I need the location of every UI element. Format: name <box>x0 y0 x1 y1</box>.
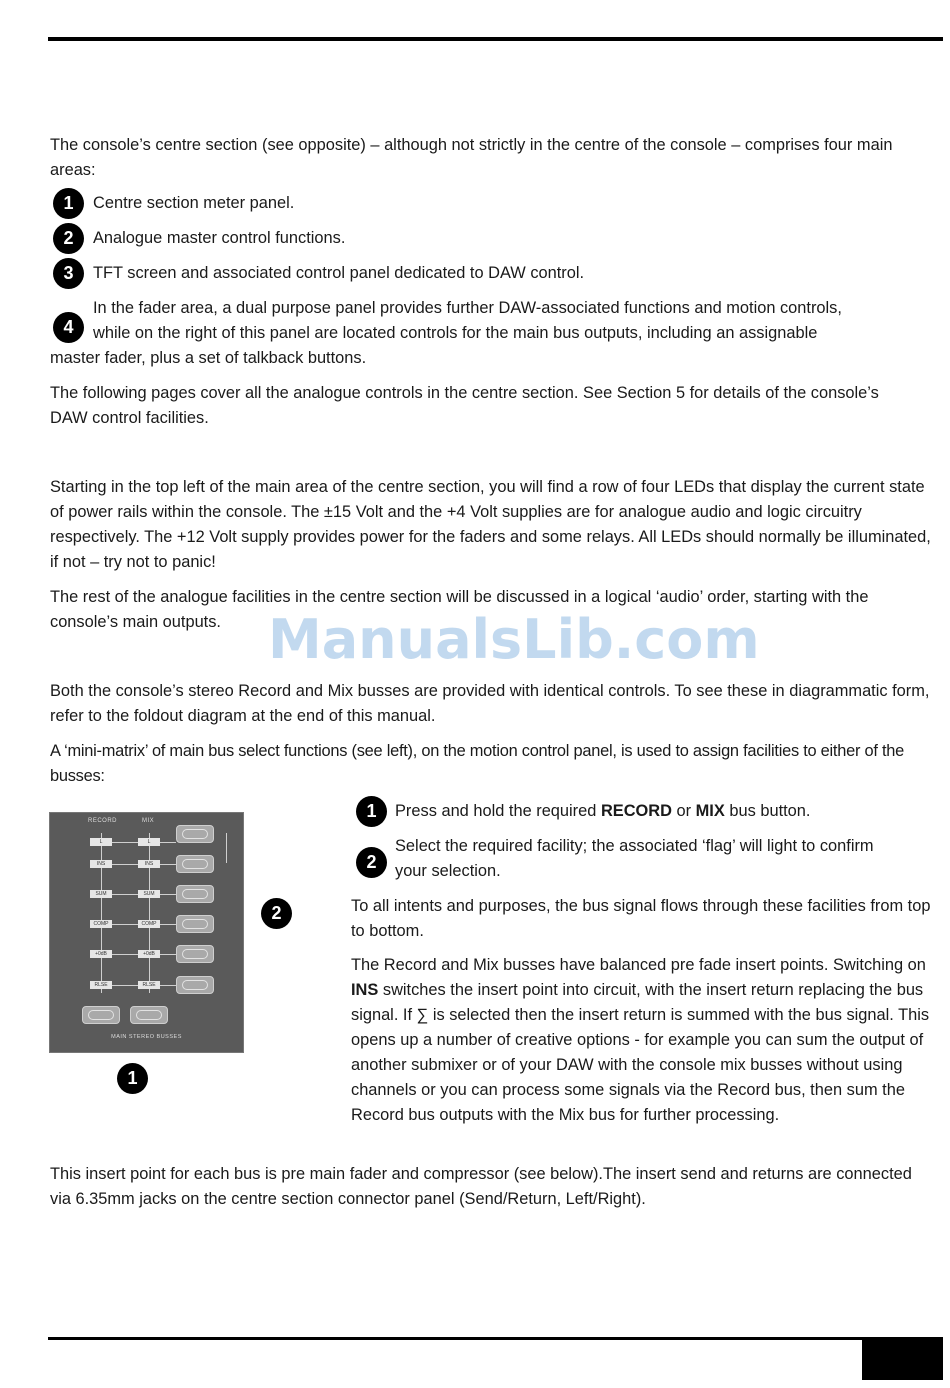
step-text-part: bus button. <box>724 802 811 820</box>
flag-button <box>176 945 214 963</box>
connector-line <box>112 894 138 895</box>
connector-line <box>112 954 138 955</box>
item-number-badge: 3 <box>53 258 84 289</box>
insert-paragraph <box>351 953 941 1128</box>
flag-button <box>176 885 214 903</box>
power-paragraph: Starting in the top left of the main area of the centre section, you will find a row of four LEDs that display the current state of power rails within the console. The ±15 Volt and the +4 Volt supplies are for analogue audio and logic circuitry respectively. The +12 Volt supply provides power for the faders and some relays. All LEDs should normally be illuminated, if not – try not to panic! <box>50 478 931 571</box>
flag-button <box>176 855 214 873</box>
record-key: RLSE <box>90 981 112 989</box>
step-text-part: Press and hold the required <box>395 802 601 820</box>
connector-line <box>226 833 227 863</box>
connector-line <box>149 833 150 993</box>
item-text-line3: master fader, plus a set of talkback buttons. <box>50 349 367 367</box>
step-text <box>395 799 810 824</box>
power-paragraph-2: The rest of the analogue facilities in the centre section will be discussed in a logical ‘audio’ order, starting with the console’s main outputs. <box>50 588 869 631</box>
mix-key: RLSE <box>138 981 160 989</box>
top-rule <box>48 37 943 41</box>
connector-line <box>112 842 138 843</box>
item-text-line1: In the fader area, a dual purpose panel provides further DAW-associated functions and motion controls, <box>93 299 842 317</box>
step-number-badge: 2 <box>356 847 387 878</box>
connector-line <box>160 924 176 925</box>
busses-paragraph: Both the console’s stereo Record and Mix busses are provided with identical controls. To see these in diagrammatic form, refer to the foldout diagram at the end of this manual. <box>50 682 930 725</box>
insert-point-paragraph: This insert point for each bus is pre main fader and compressor (see below).The insert send and returns are connected via 6.35mm jacks on the centre section connector panel (Send/Return, Left/Right). <box>50 1165 912 1208</box>
step-text-line2: your selection. <box>395 862 501 880</box>
mix-bus-button <box>130 1006 168 1024</box>
item-number-badge: 4 <box>53 312 84 343</box>
step-text-line1: Select the required facility; the associated ‘flag’ will light to confirm <box>395 837 874 855</box>
intro-paragraph-2: The following pages cover all the analogue controls in the centre section. See Section 5 for details of the console’s DAW control facilities. <box>50 384 879 427</box>
mix-key: L <box>138 838 160 846</box>
flag-button <box>176 825 214 843</box>
item-number-badge: 2 <box>53 223 84 254</box>
flag-button <box>176 915 214 933</box>
item-number-badge: 1 <box>53 188 84 219</box>
intro-paragraph: The console’s centre section (see opposite) – although not strictly in the centre of the console – comprises four main areas: <box>50 136 893 179</box>
connector-line <box>101 833 102 993</box>
figure-callout-badge: 1 <box>117 1063 148 1094</box>
record-key: +0dB <box>90 950 112 958</box>
item-text-line2: while on the right of this panel are located controls for the main bus outputs, including an assignable <box>93 324 818 342</box>
connector-line <box>112 985 138 986</box>
record-key: SUM <box>90 890 112 898</box>
bottom-rule <box>48 1337 943 1340</box>
item-text: Analogue master control functions. <box>93 229 346 247</box>
connector-line <box>112 864 138 865</box>
step-number-badge: 1 <box>356 796 387 827</box>
mix-key: SUM <box>138 890 160 898</box>
record-key: COMP <box>90 920 112 928</box>
connector-line <box>160 894 176 895</box>
connector-line <box>160 954 176 955</box>
item-text: Centre section meter panel. <box>93 194 295 212</box>
mix-column-label: MIX <box>142 818 155 824</box>
mix-key: +0dB <box>138 950 160 958</box>
connector-line <box>160 864 176 865</box>
item-text: TFT screen and associated control panel dedicated to DAW control. <box>93 264 585 282</box>
connector-line <box>160 985 176 986</box>
mix-key: INS <box>138 860 160 868</box>
record-bus-button <box>82 1006 120 1024</box>
bus-flow-paragraph: To all intents and purposes, the bus signal flows through these facilities from top to bottom. <box>351 897 931 940</box>
insert-text-part: switches the insert point into circuit, with the insert return replacing the bus signal. If ∑ is selected then the insert return is summed with the bus signal. This opens up a number of creative options - for example you can sum the output of another submixer or of your DAW with the console mix busses without using channels or you can process some signals via the Record bus, then sum the Record bus outputs with the Mix bus for further processing. <box>351 981 930 1124</box>
record-key: INS <box>90 860 112 868</box>
record-key: L <box>90 838 112 846</box>
insert-text-part: The Record and Mix busses have balanced pre fade insert points. Switching on <box>351 956 926 974</box>
watermark: ManualsLib.com <box>268 608 760 671</box>
mix-bus-label: MIX <box>695 802 725 820</box>
connector-line <box>112 924 138 925</box>
flag-button <box>176 976 214 994</box>
ins-label: INS <box>351 981 379 999</box>
mini-matrix-panel-image <box>49 812 244 1053</box>
figure-callout-badge: 2 <box>261 898 292 929</box>
step-text-part: or <box>671 802 696 820</box>
panel-caption: MAIN STEREO BUSSES <box>111 1034 182 1040</box>
connector-line <box>160 842 176 843</box>
record-bus-label: RECORD <box>600 802 672 820</box>
busses-paragraph-2: A ‘mini-matrix’ of main bus select functions (see left), on the motion control panel, is used to assign facilities to either of the busses: <box>50 742 904 785</box>
record-column-label: RECORD <box>88 818 118 824</box>
page-number-tab <box>862 1337 943 1380</box>
mix-key: COMP <box>138 920 160 928</box>
